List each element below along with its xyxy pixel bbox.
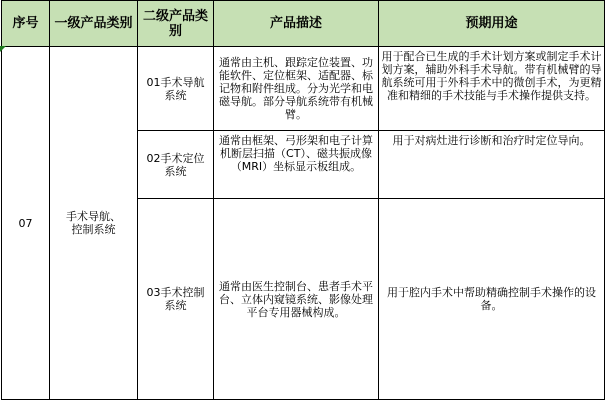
- level1-category-cell: [50, 47, 138, 400]
- header-level2-category: 二级产品类别: [138, 1, 214, 47]
- product-description-cell: 通常由框架、弓形架和电子计算机断层扫描（CT）、磁共振成像（MRI）坐标显示板组成。: [214, 131, 379, 199]
- serial-cell: 07: [2, 47, 50, 400]
- cell-comment-marker-icon: [0, 46, 6, 52]
- intended-use-cell: 用于腔内手术中帮助精确控制手术操作的设备。: [379, 199, 605, 400]
- level2-category-cell: [138, 131, 214, 199]
- level1-category-text: 手术导航、控制系统: [66, 210, 121, 236]
- level2-category-cell: [138, 199, 214, 400]
- product-description-cell: 通常由医生控制台、患者手术平台、立体内窥镜系统、影像处理平台专用器械构成。: [214, 199, 379, 400]
- header-product-description: 产品描述: [214, 1, 379, 47]
- table-row: [2, 47, 605, 131]
- product-catalog-table: [1, 0, 605, 400]
- intended-use-cell: 用于配合已生成的手术计划方案或制定手术计划方案，辅助外科手术导航。带有机械臂的导航系统可用于外科手术中的微创手术，为更精准和精细的手术技能与手术操作提供支持。: [379, 47, 605, 131]
- product-description-cell: 通常由主机、跟踪定位装置、功能软件、定位框架、适配器、标记物和附件组成。分为光学和电磁导航。部分导航系统带有机械臂。: [214, 47, 379, 131]
- level2-category-cell: [138, 47, 214, 131]
- level2-category-text: 01手术导航系统: [146, 75, 205, 102]
- header-row: [2, 1, 605, 47]
- header-serial: 序号: [2, 1, 50, 47]
- level2-category-text: 03手术控制系统: [146, 286, 205, 312]
- level2-category-text: 02手术定位系统: [146, 151, 205, 178]
- header-level1-category: 一级产品类别: [50, 1, 138, 47]
- header-intended-use: 预期用途: [379, 1, 605, 47]
- intended-use-cell: 用于对病灶进行诊断和治疗时定位导向。: [379, 131, 605, 199]
